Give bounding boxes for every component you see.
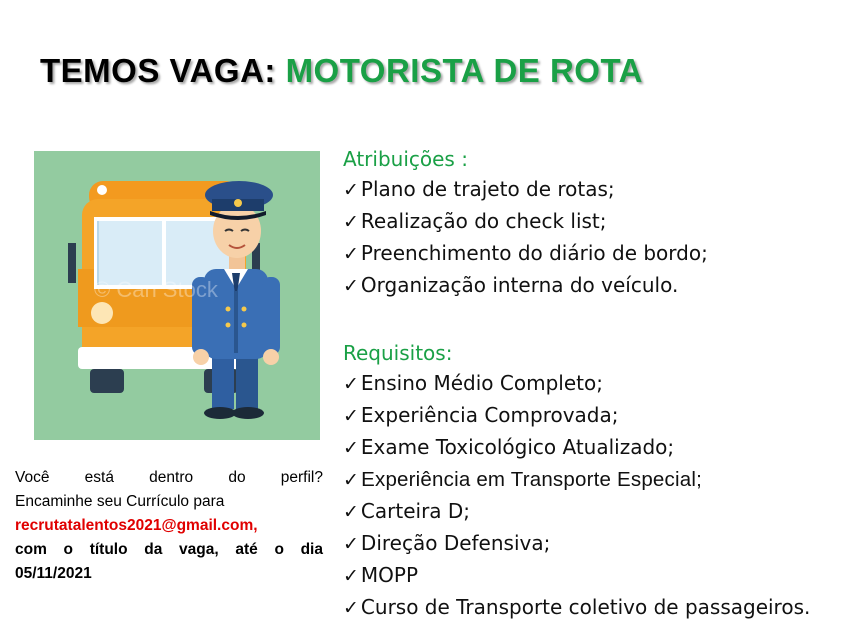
requisitos-list: [343, 368, 810, 624]
list-item: ✓ Curso de Transporte coletivo de passageiros.: [343, 595, 811, 619]
email-link[interactable]: recrutatalentos2021@gmail.com,: [15, 517, 258, 534]
check-icon: ✓: [343, 501, 359, 523]
job-title: [40, 52, 643, 90]
atribuicoes-list: [343, 174, 708, 302]
atribuicoes-title: Atribuições :: [343, 147, 468, 171]
list-item: ✓ Realização do check list;: [343, 209, 607, 233]
check-icon: ✓: [343, 437, 359, 459]
job-title-position: MOTORISTA DE ROTA: [285, 52, 643, 89]
check-icon: ✓: [343, 533, 359, 555]
check-icon: ✓: [343, 373, 359, 395]
check-icon: ✓: [343, 243, 359, 265]
check-icon: ✓: [343, 275, 359, 297]
list-item: ✓ Organização interna do veículo.: [343, 273, 679, 297]
list-item: ✓ Preenchimento do diário de bordo;: [343, 241, 708, 265]
list-item: ✓Experiência em Transporte Especial;: [343, 468, 702, 491]
send-cv-text: Encaminhe seu Currículo para: [15, 493, 225, 510]
list-item: ✓ Exame Toxicológico Atualizado;: [343, 435, 675, 459]
requisitos-section: [343, 338, 810, 624]
check-icon: ✓: [343, 179, 359, 201]
list-item: ✓ Direção Defensiva;: [343, 531, 551, 555]
check-icon: ✓: [343, 597, 359, 619]
list-item: ✓ Ensino Médio Completo;: [343, 371, 603, 395]
bus-driver-drawing: [34, 151, 320, 440]
atribuicoes-section: [343, 144, 708, 302]
deadline-date: 05/11/2021: [15, 565, 92, 582]
list-item: ✓ MOPP: [343, 563, 419, 587]
profile-question: Você está dentro do perfil?: [15, 469, 323, 486]
check-icon: ✓: [343, 211, 359, 233]
list-item: ✓ Carteira D;: [343, 499, 471, 523]
list-item: ✓ Plano de trajeto de rotas;: [343, 177, 615, 201]
application-instructions: [15, 466, 323, 586]
check-icon: ✓: [343, 565, 359, 587]
requisitos-title: Requisitos:: [343, 341, 453, 365]
list-item: ✓ Experiência Comprovada;: [343, 403, 619, 427]
check-icon: ✓: [343, 405, 359, 427]
watermark-text: © Can Stock: [94, 277, 218, 302]
bus-driver-illustration: [34, 151, 320, 440]
check-icon: ✓: [343, 470, 360, 491]
job-title-prefix: TEMOS VAGA:: [40, 52, 276, 89]
subject-instruction: com o título da vaga, até o dia: [15, 541, 323, 558]
